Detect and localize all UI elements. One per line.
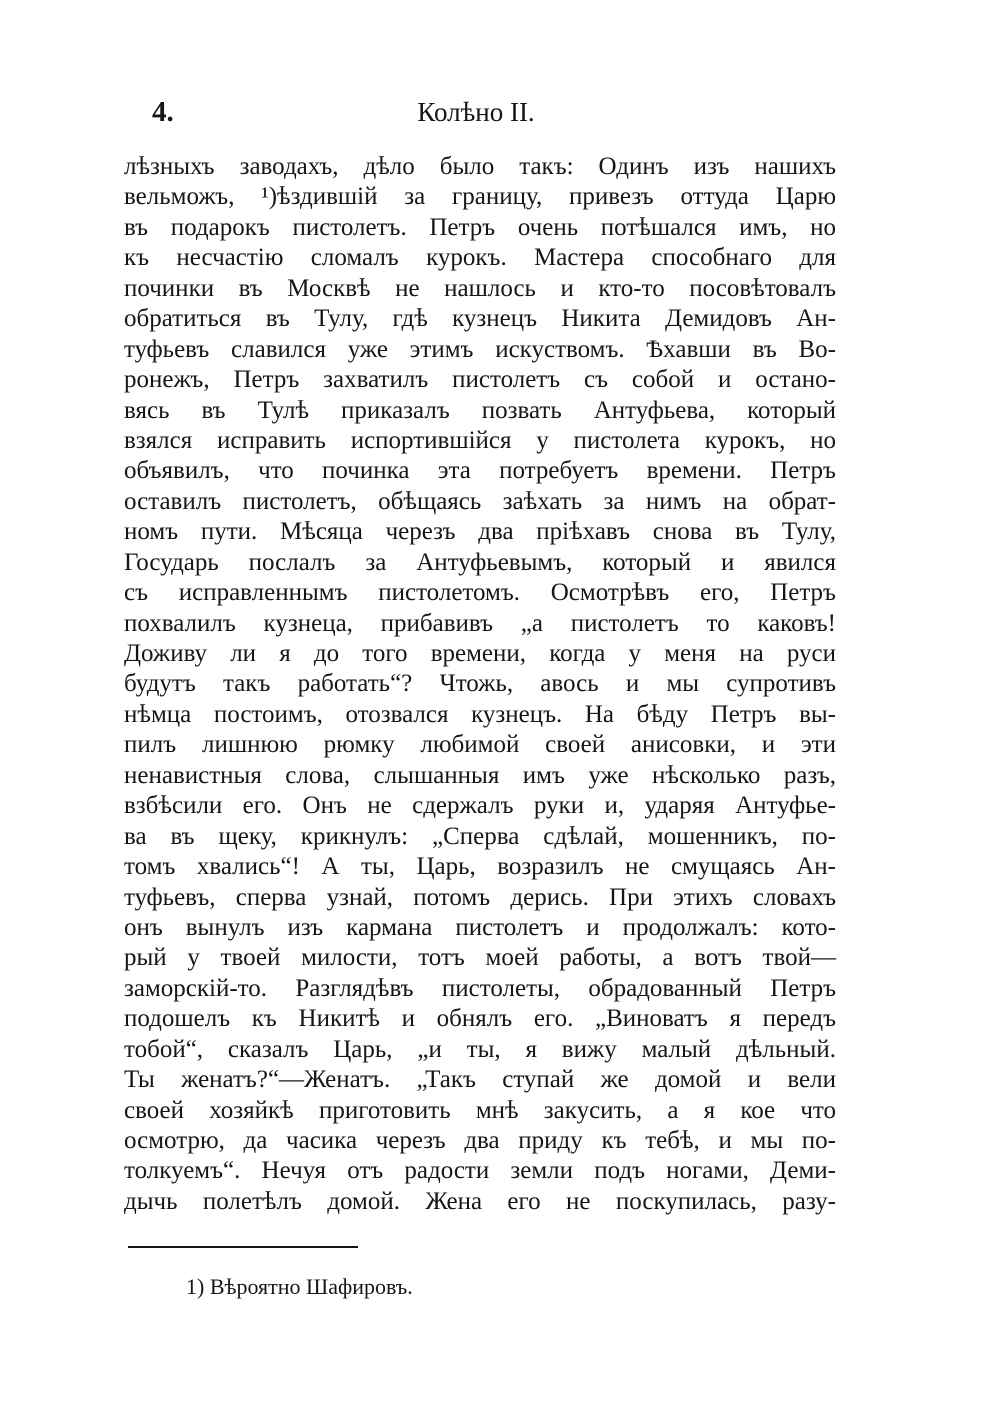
- text-line: ронежъ, Петръ захватилъ пистолетъ съ собой и остано-: [124, 366, 836, 394]
- text-line: осмотрю, да часика черезъ два приду къ тебѣ, и мы по-: [124, 1127, 836, 1154]
- text-line: Государь послалъ за Антуфьевымъ, который и явился: [124, 548, 836, 576]
- text-line: Ты женатъ?“—Женатъ. „Такъ ступай же домой и вели: [124, 1066, 836, 1094]
- text-line: пилъ лишнюю рюмку любимой своей анисовки, и эти: [124, 731, 836, 759]
- page-number: 4.: [152, 96, 174, 128]
- text-line: своей хозяйкѣ приготовить мнѣ закусить, а я кое что: [124, 1096, 836, 1124]
- text-line: въ подарокъ пистолетъ. Петръ очень потѣшался имъ, но: [124, 213, 836, 241]
- text-line: взбѣсили его. Онъ не сдержалъ руки и, ударяя Антуфье-: [124, 792, 836, 820]
- footnote-divider: [128, 1246, 358, 1248]
- text-line: номъ пути. Мѣсяца черезъ два пріѣхавъ снова въ Тулу,: [124, 518, 836, 546]
- text-line: съ исправленнымъ пистолетомъ. Осмотрѣвъ его, Петръ: [124, 579, 836, 607]
- text-line: томъ хвались“! А ты, Царь, возразилъ не смущаясь Ан-: [124, 853, 836, 881]
- text-line: толкуемъ“. Нечуя отъ радости земли подъ ногами, Деми-: [124, 1157, 836, 1185]
- running-title: Колѣно II.: [417, 97, 535, 127]
- text-line: подошелъ къ Никитѣ и обнялъ его. „Виноватъ я передъ: [124, 1005, 836, 1033]
- text-line: дычь полетѣлъ домой. Жена его не поскупилась, разу-: [124, 1187, 836, 1215]
- text-line: ва въ щеку, крикнулъ: „Сперва сдѣлай, мошенникъ, по-: [124, 822, 836, 850]
- text-line: взялся исправить испортившійся у пистолета курокъ, но: [124, 426, 836, 454]
- text-line: онъ вынулъ изъ кармана пистолетъ и продолжалъ: кото-: [124, 913, 836, 941]
- text-line: будутъ такъ работать“? Чтожь, авось и мы супротивъ: [124, 670, 836, 698]
- text-line: туфьевъ славился уже этимъ искуствомъ. Ѣхавши въ Во-: [124, 335, 836, 363]
- text-line: заморскій-то. Разглядѣвъ пистолеты, обрадованный Петръ: [124, 974, 836, 1002]
- text-line: лѣзныхъ заводахъ, дѣло было такъ: Одинъ изъ нашихъ: [124, 153, 836, 180]
- text-line: тобой“, сказалъ Царь, „и ты, я вижу малый дѣльный.: [124, 1035, 836, 1063]
- text-line: туфьевъ, сперва узнай, потомъ дерись. При этихъ словахъ: [124, 883, 836, 911]
- footnote: 1) Вѣроятно Шафировъ.: [186, 1274, 413, 1299]
- text-line: обратиться въ Тулу, гдѣ кузнецъ Никита Демидовъ Ан-: [124, 305, 836, 333]
- text-line: Доживу ли я до того времени, когда у меня на руси: [124, 640, 836, 667]
- body-text: [124, 152, 836, 1217]
- text-line: оставилъ пистолетъ, обѣщаясь заѣхать за нимъ на обрат-: [124, 487, 836, 515]
- text-line: вясь въ Тулѣ приказалъ позвать Антуфьева, который: [124, 396, 836, 424]
- text-line: нѣмца постоимъ, отозвался кузнецъ. На бѣду Петръ вы-: [124, 700, 836, 728]
- text-line: къ несчастію сломалъ курокъ. Мастера способнаго для: [124, 244, 836, 272]
- text-line: объявилъ, что починка эта потребуетъ времени. Петръ: [124, 457, 836, 485]
- text-line: ненавистныя слова, слышанныя имъ уже нѣсколько разъ,: [124, 761, 836, 789]
- text-line: рый у твоей милости, тотъ моей работы, а вотъ твой—: [124, 944, 836, 972]
- text-line: похвалилъ кузнеца, прибавивъ „а пистолетъ то каковъ!: [124, 609, 836, 637]
- text-line: починки въ Москвѣ не нашлось и кто-то посовѣтовалъ: [124, 274, 836, 302]
- text-line: вельможъ, ¹)ѣздившій за границу, привезъ оттуда Царю: [124, 183, 836, 211]
